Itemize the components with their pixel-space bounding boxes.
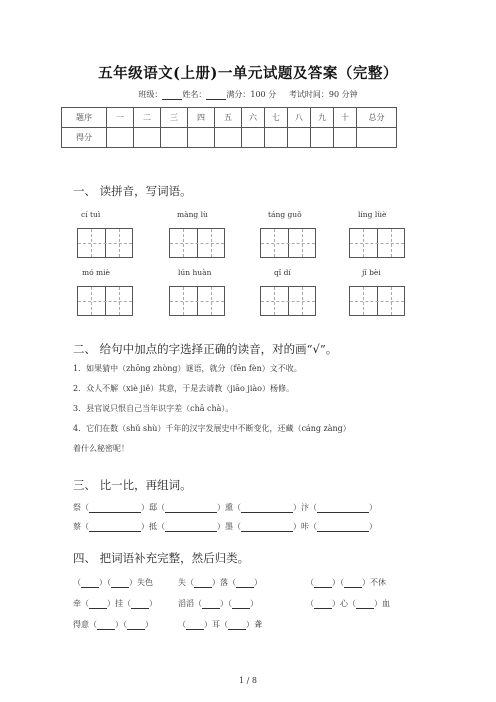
writing-box[interactable] [169,286,225,316]
question-line: 1．如果猜中（zhōng zhòng）谜语，就分（fēn fèn）文不收。 [73,364,302,373]
idiom-part: 不休 [370,578,386,587]
score-table-header-row [62,108,397,128]
section-3-title: 三、 比一比，再组词。 [73,478,192,492]
score-input-cell[interactable] [311,128,334,148]
answer-blank[interactable] [314,600,332,609]
score-table-score-row [62,128,397,148]
answer-blank[interactable] [236,579,254,588]
idiom-line-6: （ ）心（ ）血 [306,599,390,608]
writing-box[interactable] [260,228,316,258]
answer-blank[interactable] [81,579,99,588]
section-1-title: 一、 读拼音，写词语。 [73,184,192,198]
score-cell: 四 [188,108,215,128]
answer-blank[interactable] [314,579,332,588]
score-cell: 六 [242,108,265,128]
answer-blank[interactable] [194,579,212,588]
question-line: 着什么秘密呢！ [73,444,129,453]
idiom-line-7: 得意（ ）（ ） [73,620,153,629]
answer-blank[interactable] [317,523,369,532]
answer-blank[interactable] [89,523,141,532]
answer-blank[interactable] [131,600,149,609]
idiom-line-3: （ ）（ ）不休 [306,578,386,587]
answer-blank[interactable] [127,621,145,630]
pinyin-label: jǐ bèi [362,268,381,277]
section-2-title: 二、 给句中加点的字选择正确的读音，对的画“√”。 [73,342,338,356]
char: 墨 [225,522,233,531]
question-line: 2．众人不解（xiè jiě）其意，于是去请教（jiāo jiào）杨修。 [73,384,295,393]
answer-blank[interactable] [356,600,374,609]
score-input-cell[interactable] [265,128,288,148]
score-cell: 二 [134,108,161,128]
score-input-cell[interactable] [161,128,188,148]
answer-blank[interactable] [97,621,115,630]
score-cell: 三 [161,108,188,128]
answer-blank[interactable] [241,523,293,532]
pinyin-label: lún huàn [178,268,212,277]
pinyin-label: qǐ dí [274,268,291,277]
score-input-cell[interactable] [188,128,215,148]
score-input-cell[interactable] [215,128,242,148]
char: 抵 [149,522,157,531]
score-table [61,107,397,148]
answer-blank[interactable] [228,621,246,630]
writing-box[interactable] [349,286,405,316]
full-score: 满分：100 分 [226,90,277,99]
question-line: 4．它们在数（shǔ shù）千年的汉字发展史中不断变化，还藏（cáng zàng） [73,424,351,433]
score-cell: 八 [288,108,311,128]
question-line: 3．县官说只恨自己当年识字差（chā chà）。 [73,404,234,413]
score-cell: 七 [265,108,288,128]
pinyin-label: mó miè [82,268,110,277]
char: 祭 [73,503,81,512]
idiom-part: 落 [220,578,228,587]
writing-box[interactable] [77,286,133,316]
class-blank [162,91,182,100]
answer-blank[interactable] [165,523,217,532]
answer-blank[interactable] [111,579,129,588]
answer-blank[interactable] [165,504,217,513]
idiom-part: 聋 [254,620,262,629]
idiom-part: 耳 [212,620,220,629]
page-number: 1 / 8 [239,676,257,685]
score-row-label: 得分 [62,128,107,148]
idiom-line-2: 失（ ）落（ ） [178,578,262,587]
char: 汴 [301,503,309,512]
idiom-part: 失 [178,578,186,587]
pinyin-label: màng lù [177,210,208,219]
score-input-cell[interactable] [357,128,397,148]
idiom-line-8: （ ）耳（ ）聋 [178,620,262,629]
char: 邸 [149,503,157,512]
name-blank [206,91,226,100]
idiom-part: 失色 [137,578,153,587]
char: 熏 [225,503,233,512]
section-4-title: 四、 把词语补充完整，然后归类。 [73,551,250,565]
answer-blank[interactable] [232,600,250,609]
score-cell: 一 [107,108,134,128]
score-cell: 题序 [62,108,107,128]
name-label: 姓名： [182,90,207,99]
writing-box[interactable] [260,286,316,316]
score-cell: 九 [311,108,334,128]
compare-row-2: 蔡（ ）抵（ ）墨（ ）咔（ ） [73,522,377,531]
char: 蔡 [73,522,81,531]
exam-time: 考试时间：90 分钟 [288,90,358,99]
idiom-part: 血 [382,599,390,608]
idiom-part: 得意 [73,620,89,629]
class-label: 班级： [138,90,163,99]
compare-row-1: 祭（ ）邸（ ）熏（ ）汴（ ） [73,503,377,512]
answer-blank[interactable] [89,600,107,609]
writing-box[interactable] [77,228,133,258]
score-input-cell[interactable] [134,128,161,148]
answer-blank[interactable] [202,600,220,609]
score-cell: 五 [215,108,242,128]
idiom-line-4: 牵（ ）挂（ ） [73,599,157,608]
exam-info [0,89,496,100]
answer-blank[interactable] [317,504,369,513]
score-input-cell[interactable] [242,128,265,148]
idiom-part: 挂 [115,599,123,608]
idiom-line-5: 滔滔（ ）（ ） [178,599,258,608]
score-input-cell[interactable] [288,128,311,148]
idiom-part: 牵 [73,599,81,608]
score-input-cell[interactable] [334,128,357,148]
score-cell: 总分 [357,108,397,128]
answer-blank[interactable] [89,504,141,513]
char: 咔 [301,522,309,531]
writing-box[interactable] [349,228,405,258]
idiom-part: 滔滔 [178,599,194,608]
pinyin-label: líng lüè [358,210,387,219]
score-cell: 十 [334,108,357,128]
answer-blank[interactable] [241,504,293,513]
writing-box[interactable] [169,228,225,258]
idiom-part: 心 [340,599,348,608]
pinyin-label: cí tuì [81,210,101,219]
idiom-line-1: （ ）（ ）失色 [73,578,153,587]
score-input-cell[interactable] [107,128,134,148]
page-title: 五年级语文(上册)一单元试题及答案（完整） [98,65,398,82]
answer-blank[interactable] [344,579,362,588]
pinyin-label: táng guǒ [268,210,302,219]
answer-blank[interactable] [186,621,204,630]
